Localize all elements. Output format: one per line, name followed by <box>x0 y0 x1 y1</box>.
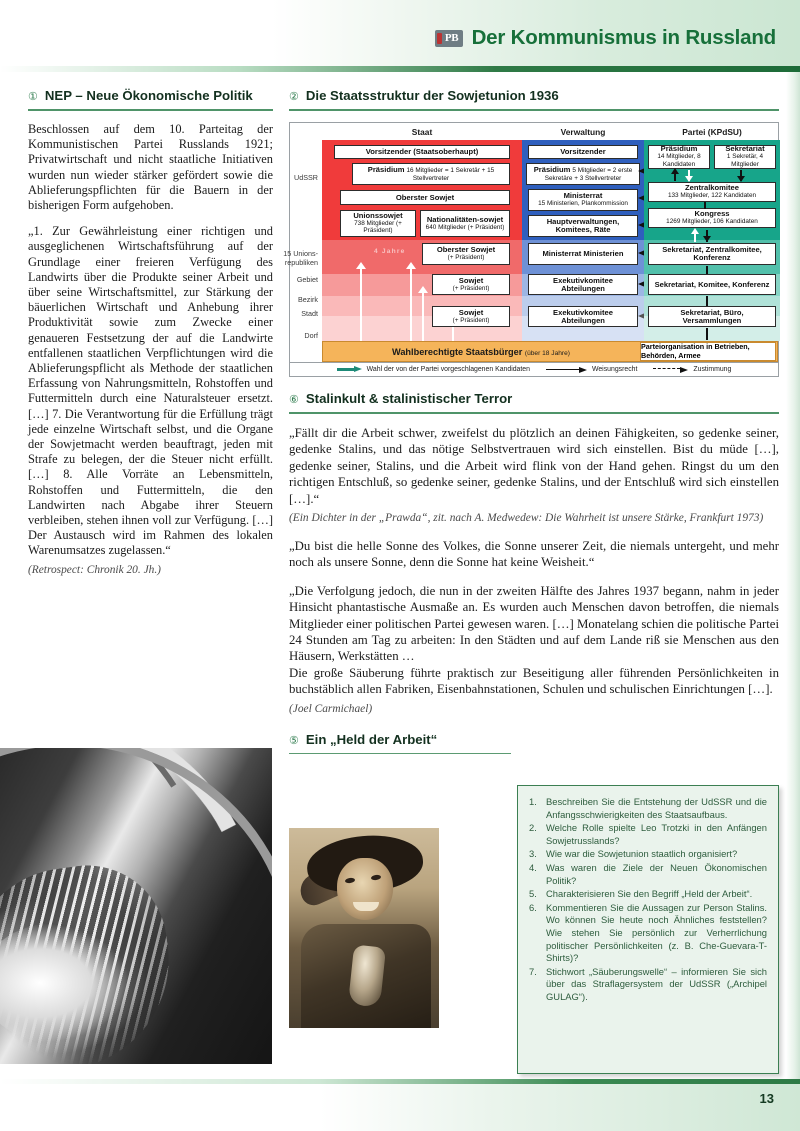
stalinkult-quote-3b: Die große Säuberung führte praktisch zur Beseitigung aller führenden Persönlichkeiten in buchstäblich allen Fabriken, Eisenbahnstationen, Schulen und schulischen Einrichtungen […]. <box>289 665 779 697</box>
diagram-term-label: 4 Jahre <box>374 248 406 255</box>
right-column <box>283 88 779 765</box>
verw-box-hauptverwaltungen-title: Hauptverwaltungen, Komitees, Räte <box>546 217 620 234</box>
nep-body <box>28 122 273 559</box>
partei-box-sekretariat-title: Sekretariat <box>725 144 765 154</box>
question-number: 6. <box>529 901 537 913</box>
list-item <box>529 796 767 821</box>
questions-list <box>529 796 767 1004</box>
partei-arrow-up-1 <box>671 168 679 174</box>
section-rule <box>289 753 511 755</box>
list-item <box>529 966 767 1004</box>
diagram-bottom-bar <box>322 341 778 362</box>
legend-item-zustimmung <box>653 366 731 373</box>
staat-box-sowjet-stadt-title: Sowjet <box>458 307 484 317</box>
section-title: Die Staatsstruktur der Sowjetunion 1936 <box>305 88 559 103</box>
left-column <box>28 88 273 577</box>
verw-box-exekutivkomitee-gebiet <box>528 274 638 295</box>
partei-box-sekretariat-buero <box>648 306 776 327</box>
staat-box-oberster-sowjet-rep-detail: (+ Präsident) <box>447 254 485 261</box>
diagram-soviet-state-structure <box>283 122 779 377</box>
section-title: Stalinkult & stalinistischer Terror <box>305 391 513 406</box>
staat-box-oberster-sowjet-title: Oberster Sowjet <box>395 192 455 202</box>
header-brand <box>435 26 776 50</box>
list-item <box>529 822 767 847</box>
diagram-header-verwaltung: Verwaltung <box>560 127 606 137</box>
pb-logo-text: PB <box>444 31 459 44</box>
verw-box-ministerrat-title: Ministerrat <box>563 191 603 201</box>
question-number: 3. <box>529 848 537 860</box>
question-text: Wie war die Sowjetunion staatlich organisiert? <box>546 848 738 860</box>
page-right-edge <box>786 72 800 1079</box>
section-rule <box>289 412 779 414</box>
row-label-dorf: Dorf <box>304 331 318 340</box>
vote-arrow-3 <box>418 286 428 293</box>
page-header <box>0 0 800 72</box>
vote-line-2 <box>410 266 412 341</box>
verw-box-ministerrat <box>528 189 638 211</box>
partei-box-sekretariat-detail: 1 Sekretär, 4 Mitglieder <box>726 153 764 168</box>
partei-box-zentralkomitee-title: Zentralkomitee <box>684 183 740 193</box>
solid-arrow-icon <box>546 366 588 373</box>
question-number: 5. <box>529 888 537 900</box>
question-text: Was waren die Ziele der Neuen Ökonomischen Politik? <box>546 861 767 886</box>
photo-held-der-arbeit <box>289 828 439 1028</box>
staat-box-oberster-sowjet <box>340 190 510 205</box>
section-heading-held <box>289 732 511 753</box>
section-rule <box>289 109 779 111</box>
vote-arrow-2 <box>406 262 416 269</box>
staat-box-oberster-sowjet-rep <box>422 243 510 265</box>
staat-box-praesidium <box>352 163 510 185</box>
list-item <box>529 902 767 965</box>
verw-box-vorsitzender-title: Vorsitzender <box>560 147 606 157</box>
verw-box-vorsitzender <box>528 145 638 159</box>
diagram-column-verwaltung <box>522 140 644 362</box>
staat-box-unionssowjet-title: Unionssowjet <box>353 210 403 220</box>
section-number: ② <box>289 91 299 103</box>
section-heading-nep <box>28 88 273 109</box>
photo-dam-dnieper <box>0 748 272 1064</box>
partei-arrow-down-3 <box>703 236 711 242</box>
staat-box-sowjet-gebiet-title: Sowjet <box>458 275 484 285</box>
partei-arrow-down-1 <box>685 176 693 182</box>
teal-block-arrow-icon <box>337 366 363 373</box>
diagram-legend <box>290 362 778 376</box>
stalinkult-body <box>289 425 779 507</box>
legend-label-wahl: Wahl der von der Partei vorgeschlagenen Kandidaten <box>366 366 530 373</box>
question-number: 1. <box>529 796 537 807</box>
partei-arrow-down-2 <box>737 176 745 182</box>
legend-label-zustimmung: Zustimmung <box>693 366 732 373</box>
section-rule <box>28 109 273 111</box>
diagram-header-staat: Staat <box>411 127 433 137</box>
diagram-column-headers <box>290 123 778 140</box>
partei-box-praesidium <box>648 145 710 169</box>
verw-box-ministerrat-detail: 15 Ministerien, Plankommission <box>538 200 628 207</box>
partei-box-sekretariat-komitee <box>648 274 776 295</box>
section-number: ① <box>28 91 38 103</box>
nep-intro-paragraph: Beschlossen auf dem 10. Parteitag der Kommunistischen Partei Russlands 1921; Privatwirtschaft und nicht staatliche Initiativen wurden nun wieder stärker gefördert sowie die Ablieferungspflichten für die Bauern in der bisherigen Form aufgehoben. <box>28 122 273 213</box>
stalinkult-quote-3a: „Die Verfolgung jedoch, die nun in der zweiten Hälfte des Jahres 1937 begann, nahm in jeder Hinsicht phantastische Ausmaße an. Es wurden auch Menschen davon betroffen, die niemals Mitglieder einer politischen Partei gewesen waren. […] Monatelang schien die politische Partei 24 Stunden am Tag zu arbeiten: In den Städten und auf dem Lande riß sie Menschen aus den Häusern, Werkstätten … <box>289 583 779 664</box>
row-label-stadt: Stadt <box>301 309 318 318</box>
row-label-udssr: UdSSR <box>294 173 318 182</box>
pb-logo-icon <box>435 30 463 47</box>
verw-box-exekutivkomitee-gebiet-title: Exekutivkomitee Abteilungen <box>553 275 613 293</box>
staat-box-sowjet-stadt <box>432 306 510 327</box>
section-title: NEP – Neue Ökonomische Politik <box>44 88 253 103</box>
legend-label-weisungsrecht: Weisungsrecht <box>591 366 638 373</box>
partei-box-kongress-title: Kongress <box>694 209 730 219</box>
partei-box-zentralkomitee-detail: 133 Mitglieder, 122 Kandidaten <box>667 192 757 199</box>
staat-box-vorsitzender-title: Vorsitzender (Staatsoberhaupt) <box>365 147 479 157</box>
question-text: Beschreiben Sie die Entstehung der UdSSR und die Anfangsschwierigkeiten des Staatsaufbaus. <box>546 796 767 820</box>
section-title: Ein „Held der Arbeit“ <box>305 731 438 747</box>
diagram-column-staat <box>322 140 522 362</box>
page-number: 13 <box>759 1091 774 1106</box>
verw-box-exekutivkomitee-stadt <box>528 306 638 327</box>
question-text: Welche Rolle spielte Leo Trotzki in den Anfängen Sowjetrusslands? <box>546 822 767 846</box>
staat-box-nationalitaetensowjet-title: Nationalitäten-sowjet <box>426 214 504 224</box>
diagram-body <box>283 140 778 362</box>
partei-box-sekretariat-buero-title: Sekretariat, Büro, Versammlungen <box>680 307 744 325</box>
header-divider <box>0 66 800 72</box>
vote-line-3 <box>422 290 424 341</box>
partei-box-praesidium-title: Präsidium <box>660 144 698 154</box>
partei-box-sekretariat <box>714 145 776 169</box>
bottom-bar-citizens-title: Wahlberechtigte Staatsbürger <box>391 346 523 357</box>
list-item <box>529 848 767 861</box>
legend-item-weisungsrecht <box>546 366 637 373</box>
partei-link-9 <box>706 328 708 340</box>
list-item <box>529 862 767 887</box>
question-number: 7. <box>529 965 537 977</box>
bottom-bar-citizens-detail: (über 18 Jahre) <box>524 349 570 357</box>
dashed-arrow-icon <box>653 366 689 373</box>
nep-source: (Retrospect: Chronik 20. Jh.) <box>28 563 161 576</box>
partei-link-7 <box>706 266 708 274</box>
stalinkult-body-2 <box>289 538 779 698</box>
vote-line-1 <box>360 266 362 341</box>
legend-item-wahl <box>337 366 530 373</box>
stalinkult-source-2: (Joel Carmichael) <box>289 702 373 715</box>
bottom-bar-party-organisation-label: Parteiorganisation in Betrieben, Behörden, Armee <box>641 342 750 360</box>
question-number: 2. <box>529 822 537 834</box>
question-text: Charakterisieren Sie den Begriff „Held der Arbeit“. <box>546 888 753 900</box>
partei-box-sekretariat-komitee-title: Sekretariat, Komitee, Konferenz <box>654 279 770 289</box>
staat-box-praesidium-title: Präsidium <box>367 164 405 174</box>
staat-box-praesidium-detail: 16 Mitglieder = 1 Sekretär + 15 Stellvertreter <box>406 166 495 182</box>
partei-link-8 <box>706 296 708 306</box>
partei-box-praesidium-detail: 14 Mitglieder, 8 Kandidaten <box>657 153 701 168</box>
section-number: ⑤ <box>289 734 299 747</box>
row-label-gebiet: Gebiet <box>296 275 318 284</box>
list-item <box>529 888 767 901</box>
verw-box-praesidium-detail: 5 Mitglieder = 2 erste Sekretäre + 3 Stellvertreter <box>544 166 633 182</box>
partei-link-4 <box>704 202 706 209</box>
section-heading-staatsstruktur <box>289 88 779 109</box>
question-number: 4. <box>529 861 537 873</box>
bottom-bar-citizens <box>323 347 639 357</box>
stalinkult-quote-1: „Fällt dir die Arbeit schwer, zweifelst du plötzlich an deinen Fähigkeiten, so gedenke seiner, gedenke Stalins, und das nötige Selbstvertrauen wird sich einstellen. Bist du müde […], gedenke seiner, Stalins, und die Arbeit wird flink von der Hand gehen. Ringst du um den richtigen Entschluß, so gedenke seiner, gedenke Stalins, und der Entschluß wird sich einstellen […].“ <box>289 426 779 506</box>
stalinkult-quote-2: „Du bist die helle Sonne des Volkes, die Sonne unserer Zeit, die niemals untergeht, und mehr noch als unsere Sonne, denn die Sonne hat keine Weisheit.“ <box>289 539 779 570</box>
nep-quote-paragraph: „1. Zur Gewährleistung einer richtigen und ausgeglichenen Wirtschaftsführung auf der Grundlage einer freieren Verfügung des Landwirts über die Produkte seiner Arbeit und über seine Wirtschaftsmittel, zur Stärkung der bäuerlichen Wirtschaft und Anhebung ihrer Produktivität sowie zum Zwecke einer genaueren Festsetzung der auf die Landwirte entfallenen staatlichen Verpflichtungen wird die Ablieferungspflicht als Methode der staatlichen Erfassung von Nahrungsmitteln, Rohstoffen und Futtermitteln durch eine Naturalsteuer ersetzt. […] 7. Die Verantwortung für die Erfüllung trägt jede einzelne Wirtschaft selbst, und die Organe der Sowjetmacht werden beauftragt, jeden mit Strafe zu belegen, der die Steuer nicht erfüllt. […] 8. Alle Vorräte an Lebensmitteln, Rohstoffen und Futtermitteln, die den Landwirten nach Abgabe ihrer Steuern verbleiben, stehen ihnen voll zur Verfügung. […] Der Austausch wird im Rahmen des lokalen Warenumsatzes zugelassen.“ <box>28 224 273 558</box>
vote-arrow-1 <box>356 262 366 269</box>
staat-box-sowjet-gebiet <box>432 274 510 295</box>
staat-box-nationalitaetensowjet <box>420 210 510 237</box>
footer-divider <box>0 1079 800 1084</box>
staat-box-nationalitaetensowjet-detail: 640 Mitglieder (+ Präsident) <box>425 223 505 231</box>
verw-box-praesidium <box>526 163 640 185</box>
verw-box-ministerrat-rep-title: Ministerrat Ministerien <box>542 249 624 259</box>
diagram-column-partei <box>644 140 780 362</box>
questions-box <box>517 785 779 1074</box>
partei-box-kongress <box>648 208 776 228</box>
section-number: ⑥ <box>289 394 299 406</box>
diagram-corner-spacer <box>290 127 322 137</box>
staat-box-oberster-sowjet-rep-title: Oberster Sowjet <box>436 245 496 255</box>
diagram-header-partei: Partei (KPdSU) <box>682 127 742 137</box>
question-text: Kommentieren Sie die Aussagen zur Person Stalins. Wo können Sie heute noch Ähnliches feststellen? Wie stehen Sie persönlich zur Verherrlichung politischer Persönlichkeiten (z. B. Che-Guevara-T-Shirts)? <box>546 901 767 964</box>
staat-box-vorsitzender <box>334 145 510 159</box>
staat-box-sowjet-stadt-detail: (+ Präsident) <box>452 316 490 324</box>
section-held-wrapper <box>289 732 511 755</box>
staat-box-unionssowjet <box>340 210 416 237</box>
row-label-bezirk: Bezirk <box>298 295 318 304</box>
row-label-unionsrepubliken: 15 Unions-republiken <box>283 249 318 267</box>
verw-box-hauptverwaltungen <box>528 215 638 237</box>
bottom-bar-party-organisation <box>640 342 776 361</box>
partei-arrow-up-2 <box>691 228 699 234</box>
verw-box-praesidium-title: Präsidium <box>533 164 571 174</box>
partei-box-sekretariat-zk-title: Sekretariat, Zentralkomitee, Konferenz <box>662 245 762 262</box>
verw-box-ministerrat-rep <box>528 243 638 265</box>
question-text: Stichwort „Säuberungswelle“ – informieren Sie sich über das Straflagersystem der UdSSR („Archipel GULAG“). <box>546 965 767 1002</box>
section-heading-stalinkult <box>289 391 779 412</box>
partei-box-kongress-detail: 1269 Mitglieder, 106 Kandidaten <box>666 218 758 225</box>
stalinkult-source-1: (Ein Dichter in der „Prawda“, zit. nach A. Medwedew: Die Wahrheit ist unsere Stärke, Frankfurt 1973) <box>289 512 764 525</box>
partei-box-zentralkomitee <box>648 182 776 202</box>
staat-box-unionssowjet-detail: 738 Mitglieder (+ Präsident) <box>354 219 402 235</box>
page-footer <box>0 1079 800 1131</box>
diagram-row-labels <box>283 140 322 362</box>
partei-box-sekretariat-zk <box>648 243 776 265</box>
staat-box-sowjet-gebiet-detail: (+ Präsident) <box>452 284 490 292</box>
page-title: Der Kommunismus in Russland <box>471 26 776 49</box>
verw-box-exekutivkomitee-stadt-title: Exekutivkomitee Abteilungen <box>553 307 613 325</box>
